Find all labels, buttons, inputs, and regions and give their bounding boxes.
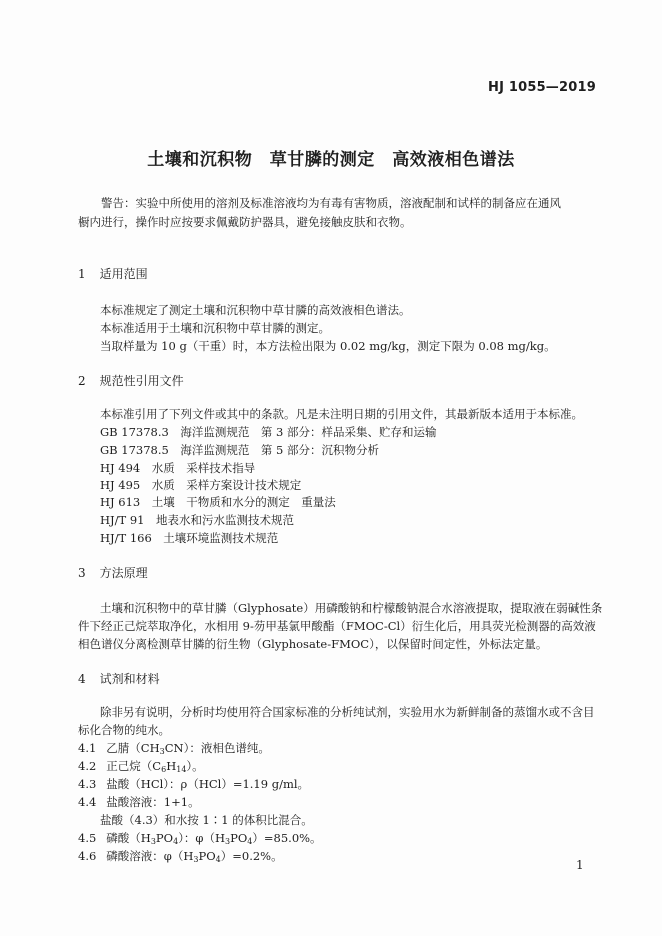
section-1-heading bbox=[78, 265, 148, 282]
warning-line-1: 警告：实验中所使用的溶剂及标准溶液均为有毒有害物质，溶液配制和试样的制备应在通风 bbox=[101, 196, 561, 210]
section-4-intro-line-1: 除非另有说明，分析时均使用符合国家标准的分析纯试剂，实验用水为新鲜制备的蒸馏水或不含目 bbox=[100, 705, 595, 719]
item-number: 4.5 bbox=[78, 831, 97, 845]
section-number: 1 bbox=[78, 267, 86, 281]
section-1-line-3: 当取样量为 10 g（干重）时，本方法检出限为 0.02 mg/kg，测定下限为 0.08 mg/kg。 bbox=[100, 339, 556, 353]
section-2-heading bbox=[78, 372, 184, 389]
item-number: 4.6 bbox=[78, 849, 97, 863]
reagent-item: 4.1 乙腈$(CH_3CN)$：液相色谱纯。 bbox=[78, 741, 270, 756]
section-3-line-3: 相色谱仪分离检测草甘膦的衍生物（Glyphosate-FMOC），以保留时间定性，外标法定量。 bbox=[78, 637, 548, 651]
item-number: 4.3 bbox=[78, 777, 97, 791]
section-4-intro-line-2: 标化合物的纯水。 bbox=[78, 723, 170, 737]
section-1-line-2: 本标准适用于土壤和沉积物中草甘膦的测定。 bbox=[100, 321, 330, 335]
reagent-item: 4.2 正己烷$(C_6H_{14})$。 bbox=[78, 759, 204, 774]
section-title: 适用范围 bbox=[99, 267, 148, 281]
reagent-item: 4.4 盐酸溶液：1+1。 bbox=[78, 795, 200, 809]
document-title: 土壤和沉积物 草甘膦的测定 高效液相色谱法 bbox=[147, 150, 515, 170]
standard-code: HJ 1055—2019 bbox=[487, 80, 596, 95]
section-number: 3 bbox=[78, 566, 86, 580]
section-3-line-2: 件下经正己烷萃取净化，水相用 9-芴甲基氯甲酸酯（FMOC-Cl）衍生化后，用具荧光检测器的高效液 bbox=[78, 619, 596, 633]
section-4-heading bbox=[78, 670, 160, 687]
section-2-intro: 本标准引用了下列文件或其中的条款。凡是未注明日期的引用文件，其最新版本适用于本标准。 bbox=[100, 407, 583, 421]
section-title: 规范性引用文件 bbox=[99, 374, 184, 388]
reference-item: HJ/T 166 土壤环境监测技术规范 bbox=[100, 531, 279, 545]
section-number: 4 bbox=[78, 672, 86, 686]
item-number: 4.2 bbox=[78, 759, 97, 773]
section-1-line-1: 本标准规定了测定土壤和沉积物中草甘膦的高效液相色谱法。 bbox=[100, 303, 411, 317]
reference-item: HJ 494 水质 采样技术指导 bbox=[100, 461, 256, 475]
item-number: 4.4 bbox=[78, 795, 97, 809]
reference-item: GB 17378.3 海洋监测规范 第 3 部分：样品采集、贮存和运输 bbox=[100, 425, 437, 439]
reference-item: GB 17378.5 海洋监测规范 第 5 部分：沉积物分析 bbox=[100, 443, 379, 457]
section-3-heading bbox=[78, 564, 148, 581]
section-title: 试剂和材料 bbox=[99, 672, 160, 686]
reagent-item: 4.6 磷酸溶液：$\varphi(H_3PO_4)=0.2\%$。 bbox=[78, 849, 283, 864]
section-3-line-1: 土壤和沉积物中的草甘膦（Glyphosate）用磷酸钠和柠檬酸钠混合水溶液提取，提取液在弱碱性条 bbox=[100, 601, 603, 615]
page-number: 1 bbox=[576, 858, 584, 872]
warning-line-2: 橱内进行，操作时应按要求佩戴防护器具，避免接触皮肤和衣物。 bbox=[78, 215, 412, 229]
item-number: 4.1 bbox=[78, 741, 97, 755]
section-number: 2 bbox=[78, 374, 86, 388]
section-title: 方法原理 bbox=[99, 566, 148, 580]
reagent-note: 盐酸（4.3）和水按 1∶1 的体积比混合。 bbox=[100, 813, 313, 827]
reagent-item: 4.3 盐酸（HCl）：ρ（HCl）=1.19 g/ml。 bbox=[78, 777, 310, 791]
reagent-item: 4.5 磷酸$(H_3PO_4)$：$\varphi(H_3PO_4)=85.0\%$。 bbox=[78, 831, 322, 846]
reference-item: HJ 495 水质 采样方案设计技术规定 bbox=[100, 478, 302, 492]
reference-item: HJ 613 土壤 干物质和水分的测定 重量法 bbox=[100, 495, 336, 509]
reference-item: HJ/T 91 地表水和污水监测技术规范 bbox=[100, 513, 294, 527]
